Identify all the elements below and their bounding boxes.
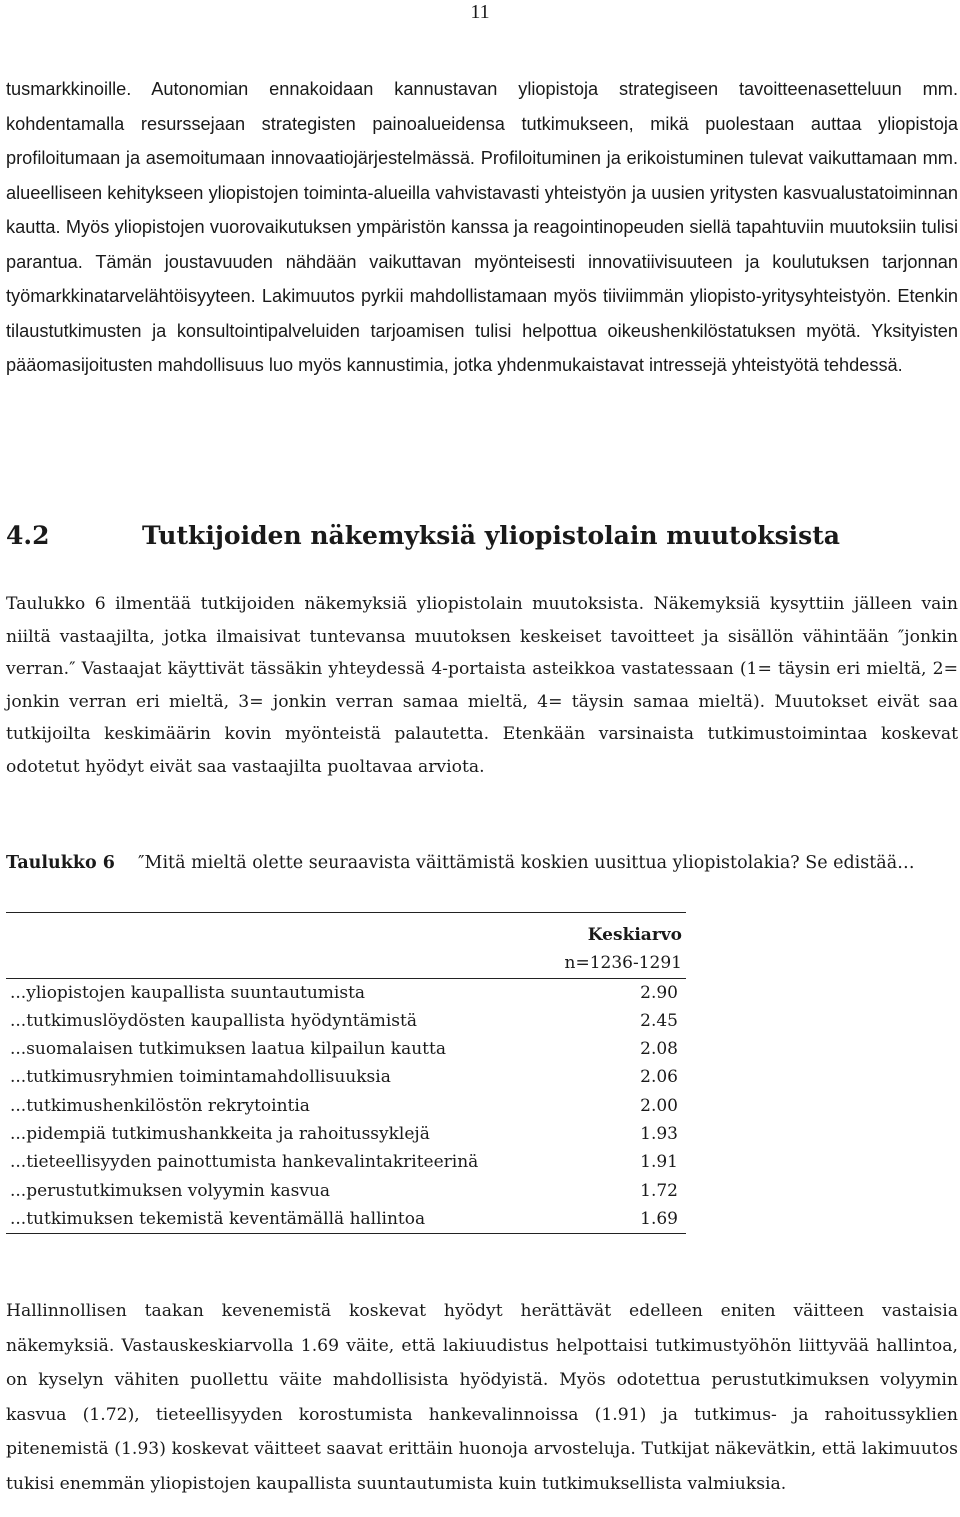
row-value: 1.93 (640, 1124, 678, 1145)
section-title: Tutkijoiden näkemyksiä yliopistolain muutoksista (142, 521, 840, 550)
table-row (6, 978, 686, 1007)
column-header-keskiarvo: Keskiarvo (587, 925, 682, 945)
row-label: ...suomalaisen tutkimuksen laatua kilpailun kautta (10, 1039, 446, 1060)
table-row (6, 1148, 686, 1176)
results-table-wrapper (6, 912, 686, 1234)
paragraph-2: Taulukko 6 ilmentää tutkijoiden näkemyksiä yliopistolain muutoksista. Näkemyksiä kysyttiin jälleen vain niiltä vastaajilta, jotka ilmaisivat tuntevansa muutoksen keskeiset tavoitteet ja sisällön vähintään ″jonkin verran.″ Vastaajat käyttivät tässäkin yhteydessä 4-portaista asteikkoa vastatessaan (1= täysin eri mieltä, 2= jonkin verran eri mieltä, 3= jonkin verran samaa mieltä, 4= täysin samaa mieltä). Muutokset eivät saa tutkijoilta keskimäärin kovin myönteistä palautetta. Etenkään varsinaista tutkimustoimintaa koskevat odotetut hyödyt eivät saa vastaajilta puoltavaa arviota. (6, 594, 958, 777)
row-value: 2.06 (640, 1067, 678, 1088)
section-heading (6, 516, 840, 556)
table-caption (6, 848, 958, 878)
column-subheader-n: n=1236-1291 (564, 953, 682, 974)
table-row (6, 1007, 686, 1035)
table-caption-label: Taulukko 6 (6, 853, 115, 873)
table-row (6, 1177, 686, 1205)
table-caption-text: ″Mitä mieltä olette seuraavista väittämistä koskien uusittua yliopistolakia? Se edistää… (138, 853, 915, 873)
section-number: 4.2 (6, 521, 50, 550)
row-label: ...tutkimushenkilöstön rekrytointia (10, 1095, 310, 1116)
row-label: ...yliopistojen kaupallista suuntautumista (10, 982, 366, 1003)
row-value: 1.69 (640, 1208, 678, 1229)
row-value: 2.08 (640, 1039, 678, 1060)
row-value: 1.91 (640, 1152, 678, 1173)
page-number: 11 (470, 1, 490, 23)
table-row (6, 1035, 686, 1063)
table-row (6, 1120, 686, 1148)
row-label: ...tieteellisyyden painottumista hankevalintakriteerinä (10, 1152, 479, 1173)
table-row (6, 1205, 686, 1234)
table-header-row (6, 913, 686, 950)
row-label: ...pidempiä tutkimushankkeita ja rahoitussyklejä (10, 1124, 430, 1145)
row-label: ...tutkimuslöydösten kaupallista hyödyntämistä (10, 1010, 417, 1031)
paragraph-3: Hallinnollisen taakan kevenemistä koskevat hyödyt herättävät edelleen eniten väitteen vastaisia näkemyksiä. Vastauskeskiarvolla 1.69 väite, että lakiuudistus helpottaisi tutkimustyöhön liittyvää hallintoa, on kyselyn vähiten puollettu väite mahdollisista hyödyistä. Myös odotettua perustutkimuksen volyymin kasvua (1.72), tieteellisyyden korostumista hankevalinnoissa (1.91) ja tutkimus- ja rahoitussyklien pitenemistä (1.93) koskevat väitteet saavat erittäin huonoja arvosteluja. Tutkijat näkevätkin, että lakimuutos tukisi enemmän yliopistojen kaupallista suuntautumista kuin tutkimuksellista valmiuksia. (6, 1301, 958, 1494)
row-label: ...tutkimusryhmien toimintamahdollisuuksia (10, 1067, 391, 1088)
table-subheader-row (6, 949, 686, 978)
results-table (6, 912, 686, 1234)
row-label: ...perustutkimuksen volyymin kasvua (10, 1180, 331, 1201)
row-value: 1.72 (640, 1180, 678, 1201)
table-row (6, 1092, 686, 1120)
row-value: 2.90 (640, 982, 678, 1003)
row-value: 2.00 (640, 1095, 678, 1116)
intro-paragraph: tusmarkkinoille. Autonomian ennakoidaan kannustavan yliopistoja strategiseen tavoitteenasetteluun mm. kohdentamalla resurssejaan strategisten painoalueidensa tutkimukseen, mikä puolestaan auttaa yliopistoja profiloitumaan ja asemoitumaan innovaatiojärjestelmässä. Profiloituminen ja erikoistuminen tulevat vaikuttamaan mm. alueelliseen kehitykseen yliopistojen toiminta-alueilla vahvistavasti yhteistyön ja uusien yritysten kasvualustatoiminnan kautta. Myös yliopistojen vuorovaikutuksen ympäristön kanssa ja reagointinopeuden siellä tapahtuviin muutoksiin tulisi parantua. Tämän joustavuuden nähdään vaikuttavan myönteisesti innovatiivisuuteen ja koulutuksen tarjonnan työmarkkinatarvelähtöisyyteen. Lakimuutos pyrkii mahdollistamaan myös tiiviimmän yliopisto-yritysyhteistyön. Etenkin tilaustutkimusten ja konsultointipalveluiden tarjoamisen tulisi helpottua oikeushenkilöstatuksen myötä. Yksityisten pääomasijoitusten mahdollisuus luo myös kannustimia, jotka yhdenmukaistavat intressejä yhteistyötä tehdessä. (6, 79, 958, 375)
row-label: ...tutkimuksen tekemistä keventämällä hallintoa (10, 1208, 426, 1229)
table-row (6, 1063, 686, 1091)
row-value: 2.45 (640, 1010, 678, 1031)
